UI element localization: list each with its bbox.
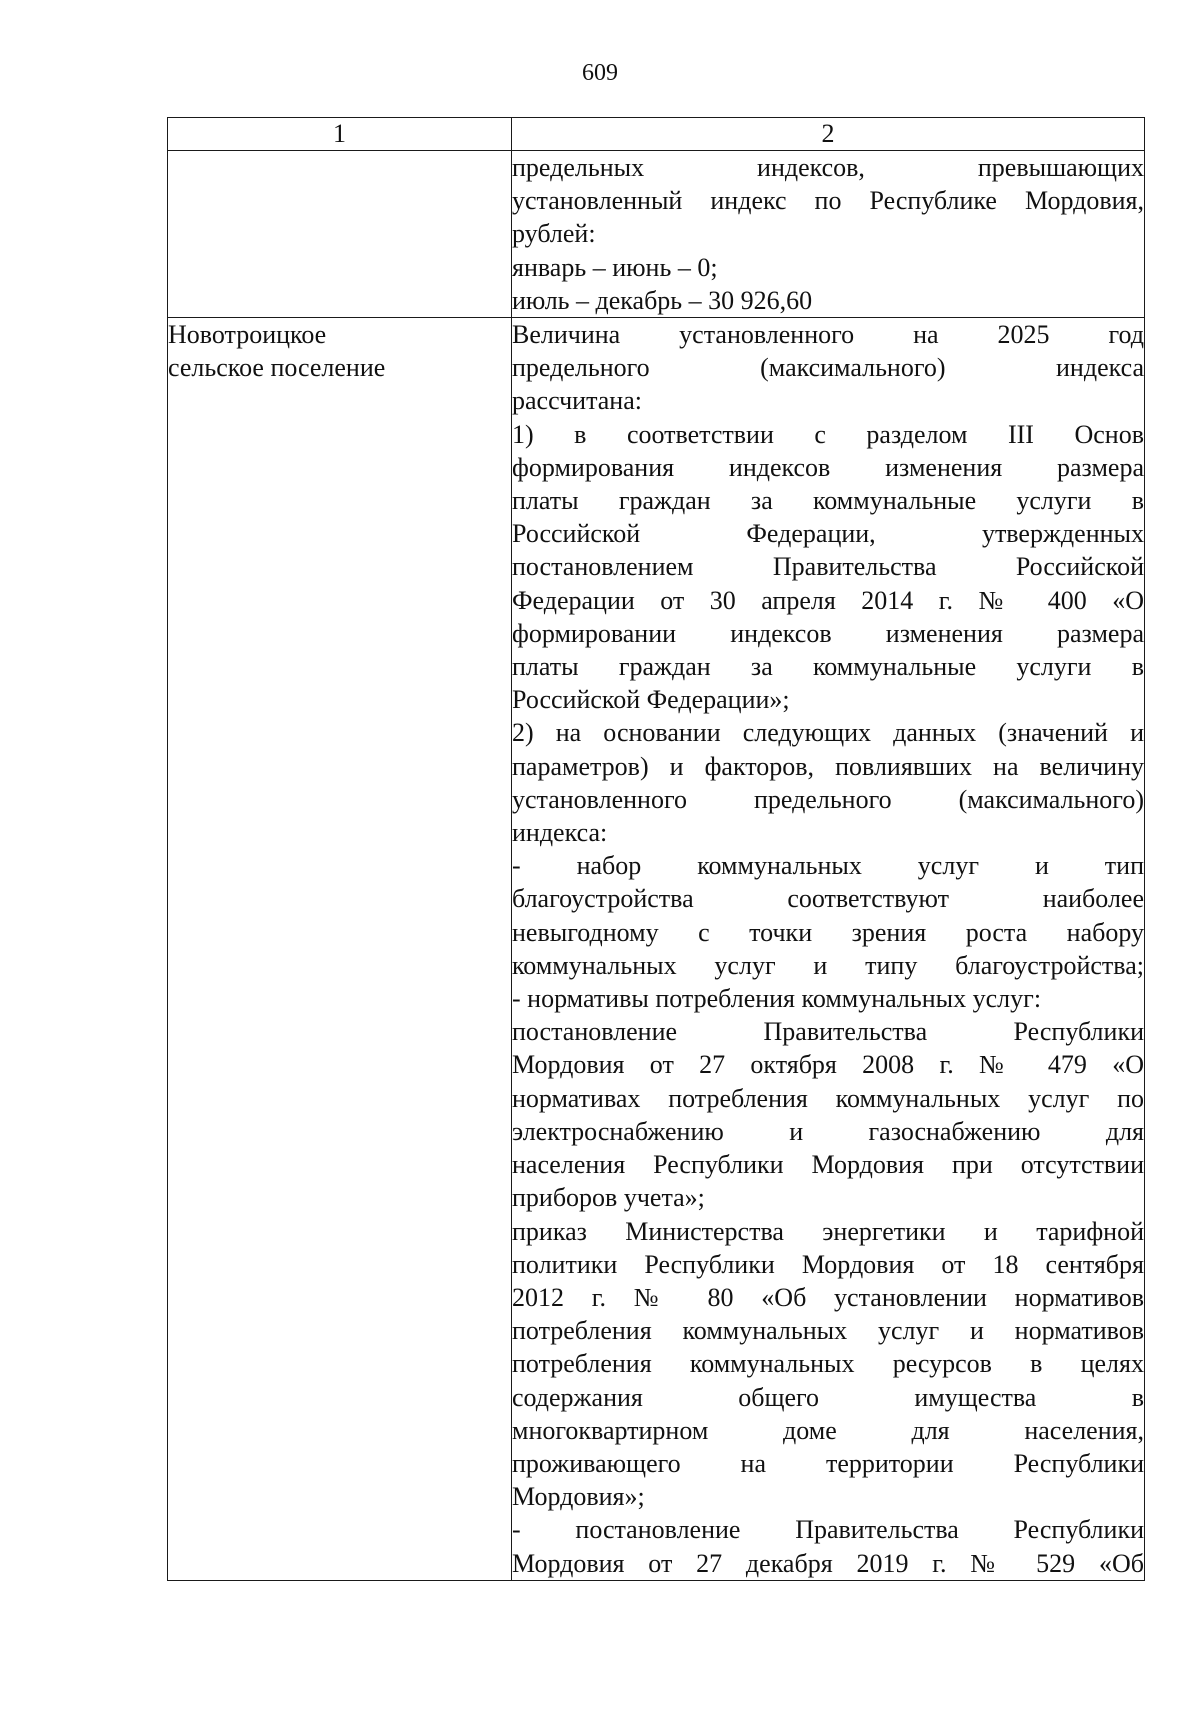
text-line: январь – июнь – 0; — [512, 252, 718, 282]
text-line: 2) на основании следующих данных (значений и — [512, 718, 1144, 748]
column-header-1: 1 — [168, 118, 512, 151]
text-line: содержания общего имущества в — [512, 1382, 1144, 1412]
text-line: - набор коммунальных услуг и тип — [512, 851, 1144, 881]
table-row — [168, 151, 1145, 318]
text-line: приборов учета»; — [512, 1183, 705, 1213]
text-line: коммунальных услуг и типу благоустройства; — [512, 950, 1144, 980]
settlement-cell — [168, 151, 512, 318]
text-line: 1) в соответствии с разделом III Основ — [512, 419, 1144, 449]
text-line: Российской Федерации, утвержденных — [512, 519, 1144, 549]
text-line: - постановление Правительства Республики — [512, 1515, 1144, 1545]
text-line: Российской Федерации»; — [512, 685, 790, 715]
description-cell — [512, 318, 1145, 1581]
text-line: проживающего на территории Республики — [512, 1448, 1144, 1478]
text-line: июль – декабрь – 30 926,60 — [512, 285, 813, 315]
text-line: Мордовия»; — [512, 1482, 645, 1512]
text-line: платы граждан за коммунальные услуги в — [512, 652, 1144, 682]
text-line: предельного (максимального) индекса — [512, 353, 1144, 383]
page-number: 609 — [582, 60, 618, 86]
text-line: невыгодному с точки зрения роста набору — [512, 917, 1144, 947]
table-header-row — [168, 118, 1145, 151]
text-line: параметров) и факторов, повлиявших на величину — [512, 751, 1144, 781]
text-line: Мордовия от 27 октября 2008 г. № 479 «О — [512, 1050, 1144, 1080]
text-line: индекса: — [512, 818, 608, 848]
text-line: благоустройства соответствуют наиболее — [512, 884, 1144, 914]
text-line: Величина установленного на 2025 год — [512, 320, 1144, 350]
text-line: предельных индексов, превышающих — [512, 153, 1144, 182]
text-line: потребления коммунальных ресурсов в целях — [512, 1349, 1144, 1379]
table-row — [168, 318, 1145, 1581]
text-line: установленный индекс по Республике Мордовия, — [512, 186, 1144, 216]
text-line: приказ Министерства энергетики и тарифной — [512, 1216, 1144, 1246]
text-line: Мордовия от 27 декабря 2019 г. № 529 «Об — [512, 1548, 1144, 1578]
text-line: рублей: — [512, 219, 596, 249]
text-line: политики Республики Мордовия от 18 сентября — [512, 1249, 1144, 1279]
text-line: постановление Правительства Республики — [512, 1017, 1144, 1047]
text-line: установленного предельного (максимального) — [512, 784, 1144, 814]
text-line: рассчитана: — [512, 386, 642, 416]
column-header-2: 2 — [512, 118, 1145, 151]
text-line: нормативах потребления коммунальных услуг по — [512, 1083, 1144, 1113]
text-line: населения Республики Мордовия при отсутствии — [512, 1150, 1144, 1180]
text-line: электроснабжению и газоснабжению для — [512, 1116, 1144, 1146]
text-line: - нормативы потребления коммунальных услуг: — [512, 984, 1042, 1014]
text-line: потребления коммунальных услуг и нормативов — [512, 1316, 1144, 1346]
settlement-name-line: Новотроицкое — [168, 320, 327, 350]
settlement-cell — [168, 318, 512, 1581]
text-line: постановлением Правительства Российской — [512, 552, 1144, 582]
text-line: формирования индексов изменения размера — [512, 452, 1144, 482]
text-line: многоквартирном доме для населения, — [512, 1415, 1144, 1445]
document-table — [167, 117, 1145, 1581]
text-line: 2012 г. № 80 «Об установлении нормативов — [512, 1282, 1144, 1312]
text-line: платы граждан за коммунальные услуги в — [512, 486, 1144, 516]
text-line: Федерации от 30 апреля 2014 г. № 400 «О — [512, 585, 1144, 615]
settlement-name-line: сельское поселение — [168, 353, 386, 383]
text-line: формировании индексов изменения размера — [512, 618, 1144, 648]
description-cell — [512, 151, 1145, 318]
